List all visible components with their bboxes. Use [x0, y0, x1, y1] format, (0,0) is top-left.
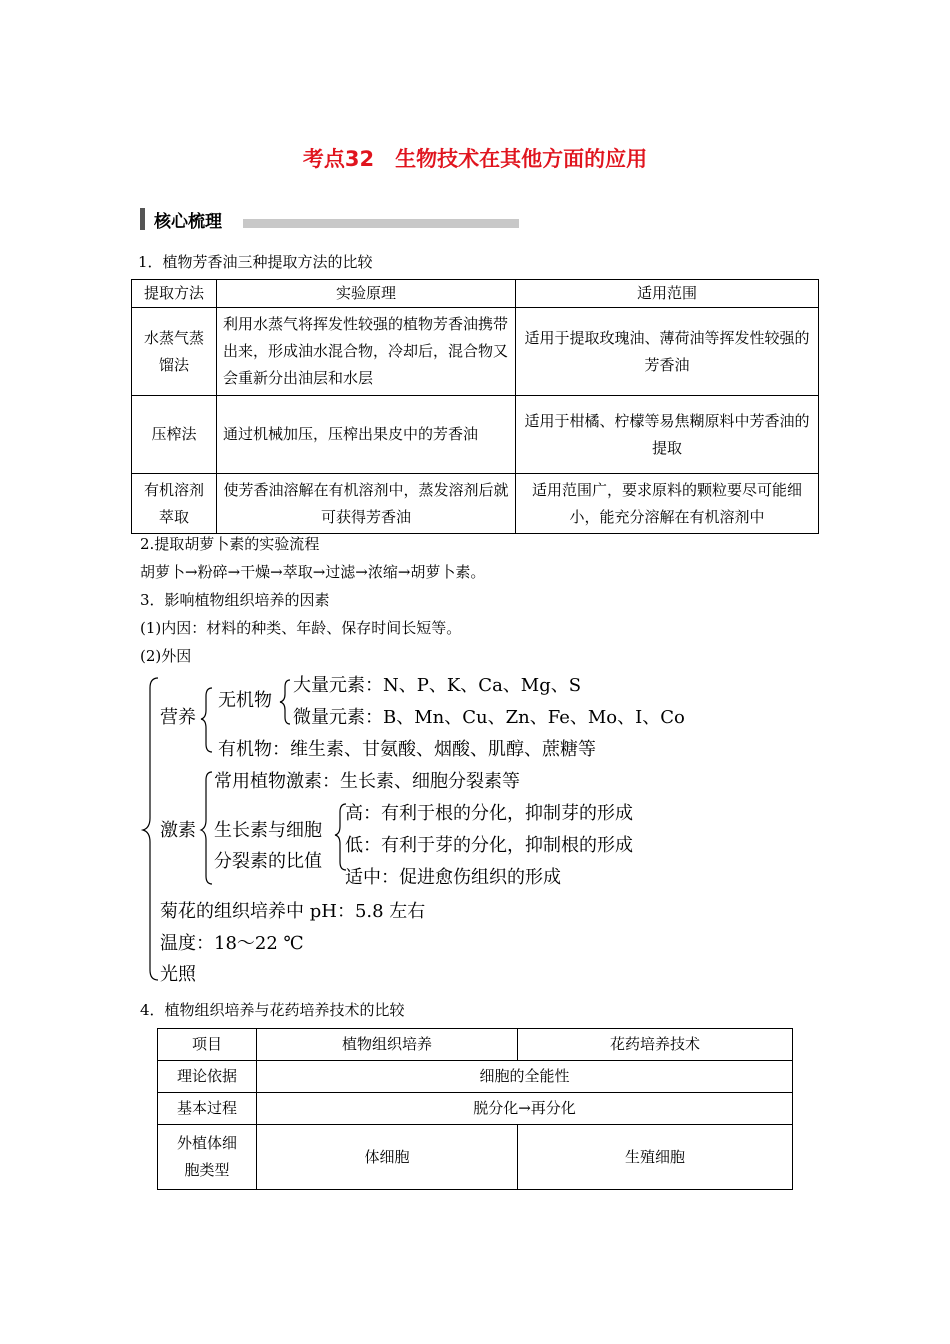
section-marker — [140, 208, 145, 230]
page-title: 考点32 生物技术在其他方面的应用 — [302, 147, 648, 171]
table-cell: 外植体细胞类型 — [158, 1125, 257, 1190]
table-cell: 适用于柑橘、柠檬等易焦糊原料中芳香油的提取 — [516, 396, 819, 474]
tree-ph: 菊花的组织培养中 pH：5.8 左右 — [160, 901, 426, 922]
table-cell: 适用范围广，要求原料的颗粒要尽可能细小，能充分溶解在有机溶剂中 — [516, 474, 819, 534]
internal-factors: (1)内因：材料的种类、年龄、保存时间长短等。 — [140, 619, 462, 637]
tree-low: 低：有利于芽的分化，抑制根的形成 — [345, 835, 633, 856]
table-row — [158, 1093, 793, 1125]
table-header: 适用范围 — [516, 280, 819, 308]
heading-2: 2.提取胡萝卜素的实验流程 — [140, 535, 320, 553]
table-row — [158, 1061, 793, 1093]
heading-3: 3．影响植物组织培养的因素 — [140, 591, 330, 609]
tree-high: 高：有利于根的分化，抑制芽的形成 — [345, 803, 633, 824]
tree-macro: 大量元素：N、P、K、Ca、Mg、S — [293, 675, 582, 696]
culture-comparison-table — [157, 1028, 793, 1190]
table-header-row — [132, 280, 819, 308]
tree-temp: 温度：18～22 ℃ — [160, 933, 304, 954]
hormone-brace-shape — [201, 772, 212, 884]
table-header: 提取方法 — [132, 280, 217, 308]
tree-hormone: 激素 — [160, 820, 196, 841]
table-cell: 使芳香油溶解在有机溶剂中，蒸发溶剂后就可获得芳香油 — [217, 474, 516, 534]
table-cell: 基本过程 — [158, 1093, 257, 1125]
tree-ratio-1: 生长素与细胞 — [214, 820, 322, 841]
tree-nutrition: 营养 — [160, 707, 196, 728]
nutrition-brace-shape — [201, 688, 212, 752]
tree-inorganic: 无机物 — [218, 690, 272, 711]
table-cell: 体细胞 — [257, 1125, 518, 1190]
table-cell: 压榨法 — [132, 396, 217, 474]
table-header: 花药培养技术 — [518, 1029, 793, 1061]
tree-organic: 有机物：维生素、甘氨酸、烟酸、肌醇、蔗糖等 — [218, 739, 596, 760]
tree-micro: 微量元素：B、Mn、Cu、Zn、Fe、Mo、I、Co — [293, 707, 685, 728]
table-row — [158, 1125, 793, 1190]
table-cell: 理论依据 — [158, 1061, 257, 1093]
table-cell: 脱分化→再分化 — [257, 1093, 793, 1125]
table-header: 实验原理 — [217, 280, 516, 308]
aromatic-oil-table — [131, 279, 819, 534]
carotene-flow: 胡萝卜→粉碎→干燥→萃取→过滤→浓缩→胡萝卜素。 — [140, 563, 486, 581]
table-cell: 有机溶剂萃取 — [132, 474, 217, 534]
heading-1: 1．植物芳香油三种提取方法的比较 — [138, 253, 373, 271]
table-header-row — [158, 1029, 793, 1061]
heading-4: 4．植物组织培养与花药培养技术的比较 — [140, 1001, 405, 1019]
table-cell: 利用水蒸气将挥发性较强的植物芳香油携带出来，形成油水混合物，冷却后，混合物又会重新分出油层和水层 — [217, 308, 516, 396]
table-cell: 适用于提取玫瑰油、薄荷油等挥发性较强的芳香油 — [516, 308, 819, 396]
table-cell: 生殖细胞 — [518, 1125, 793, 1190]
table-cell: 细胞的全能性 — [257, 1061, 793, 1093]
section-heading: 核心梳理 — [154, 212, 222, 232]
table-header: 植物组织培养 — [257, 1029, 518, 1061]
table-cell: 通过机械加压，压榨出果皮中的芳香油 — [217, 396, 516, 474]
table-row — [132, 396, 819, 474]
tree-ratio-2: 分裂素的比值 — [214, 851, 322, 872]
table-row — [132, 474, 819, 534]
tree-mid: 适中：促进愈伤组织的形成 — [345, 867, 561, 888]
section-divider — [243, 219, 519, 228]
table-row — [132, 308, 819, 396]
external-factors: (2)外因 — [140, 647, 192, 665]
table-cell: 水蒸气蒸馏法 — [132, 308, 217, 396]
inorganic-brace-shape — [280, 680, 290, 724]
table-header: 项目 — [158, 1029, 257, 1061]
tree-light: 光照 — [160, 964, 196, 985]
tree-common: 常用植物激素：生长素、细胞分裂素等 — [214, 771, 520, 792]
outer-brace-shape — [143, 678, 158, 980]
